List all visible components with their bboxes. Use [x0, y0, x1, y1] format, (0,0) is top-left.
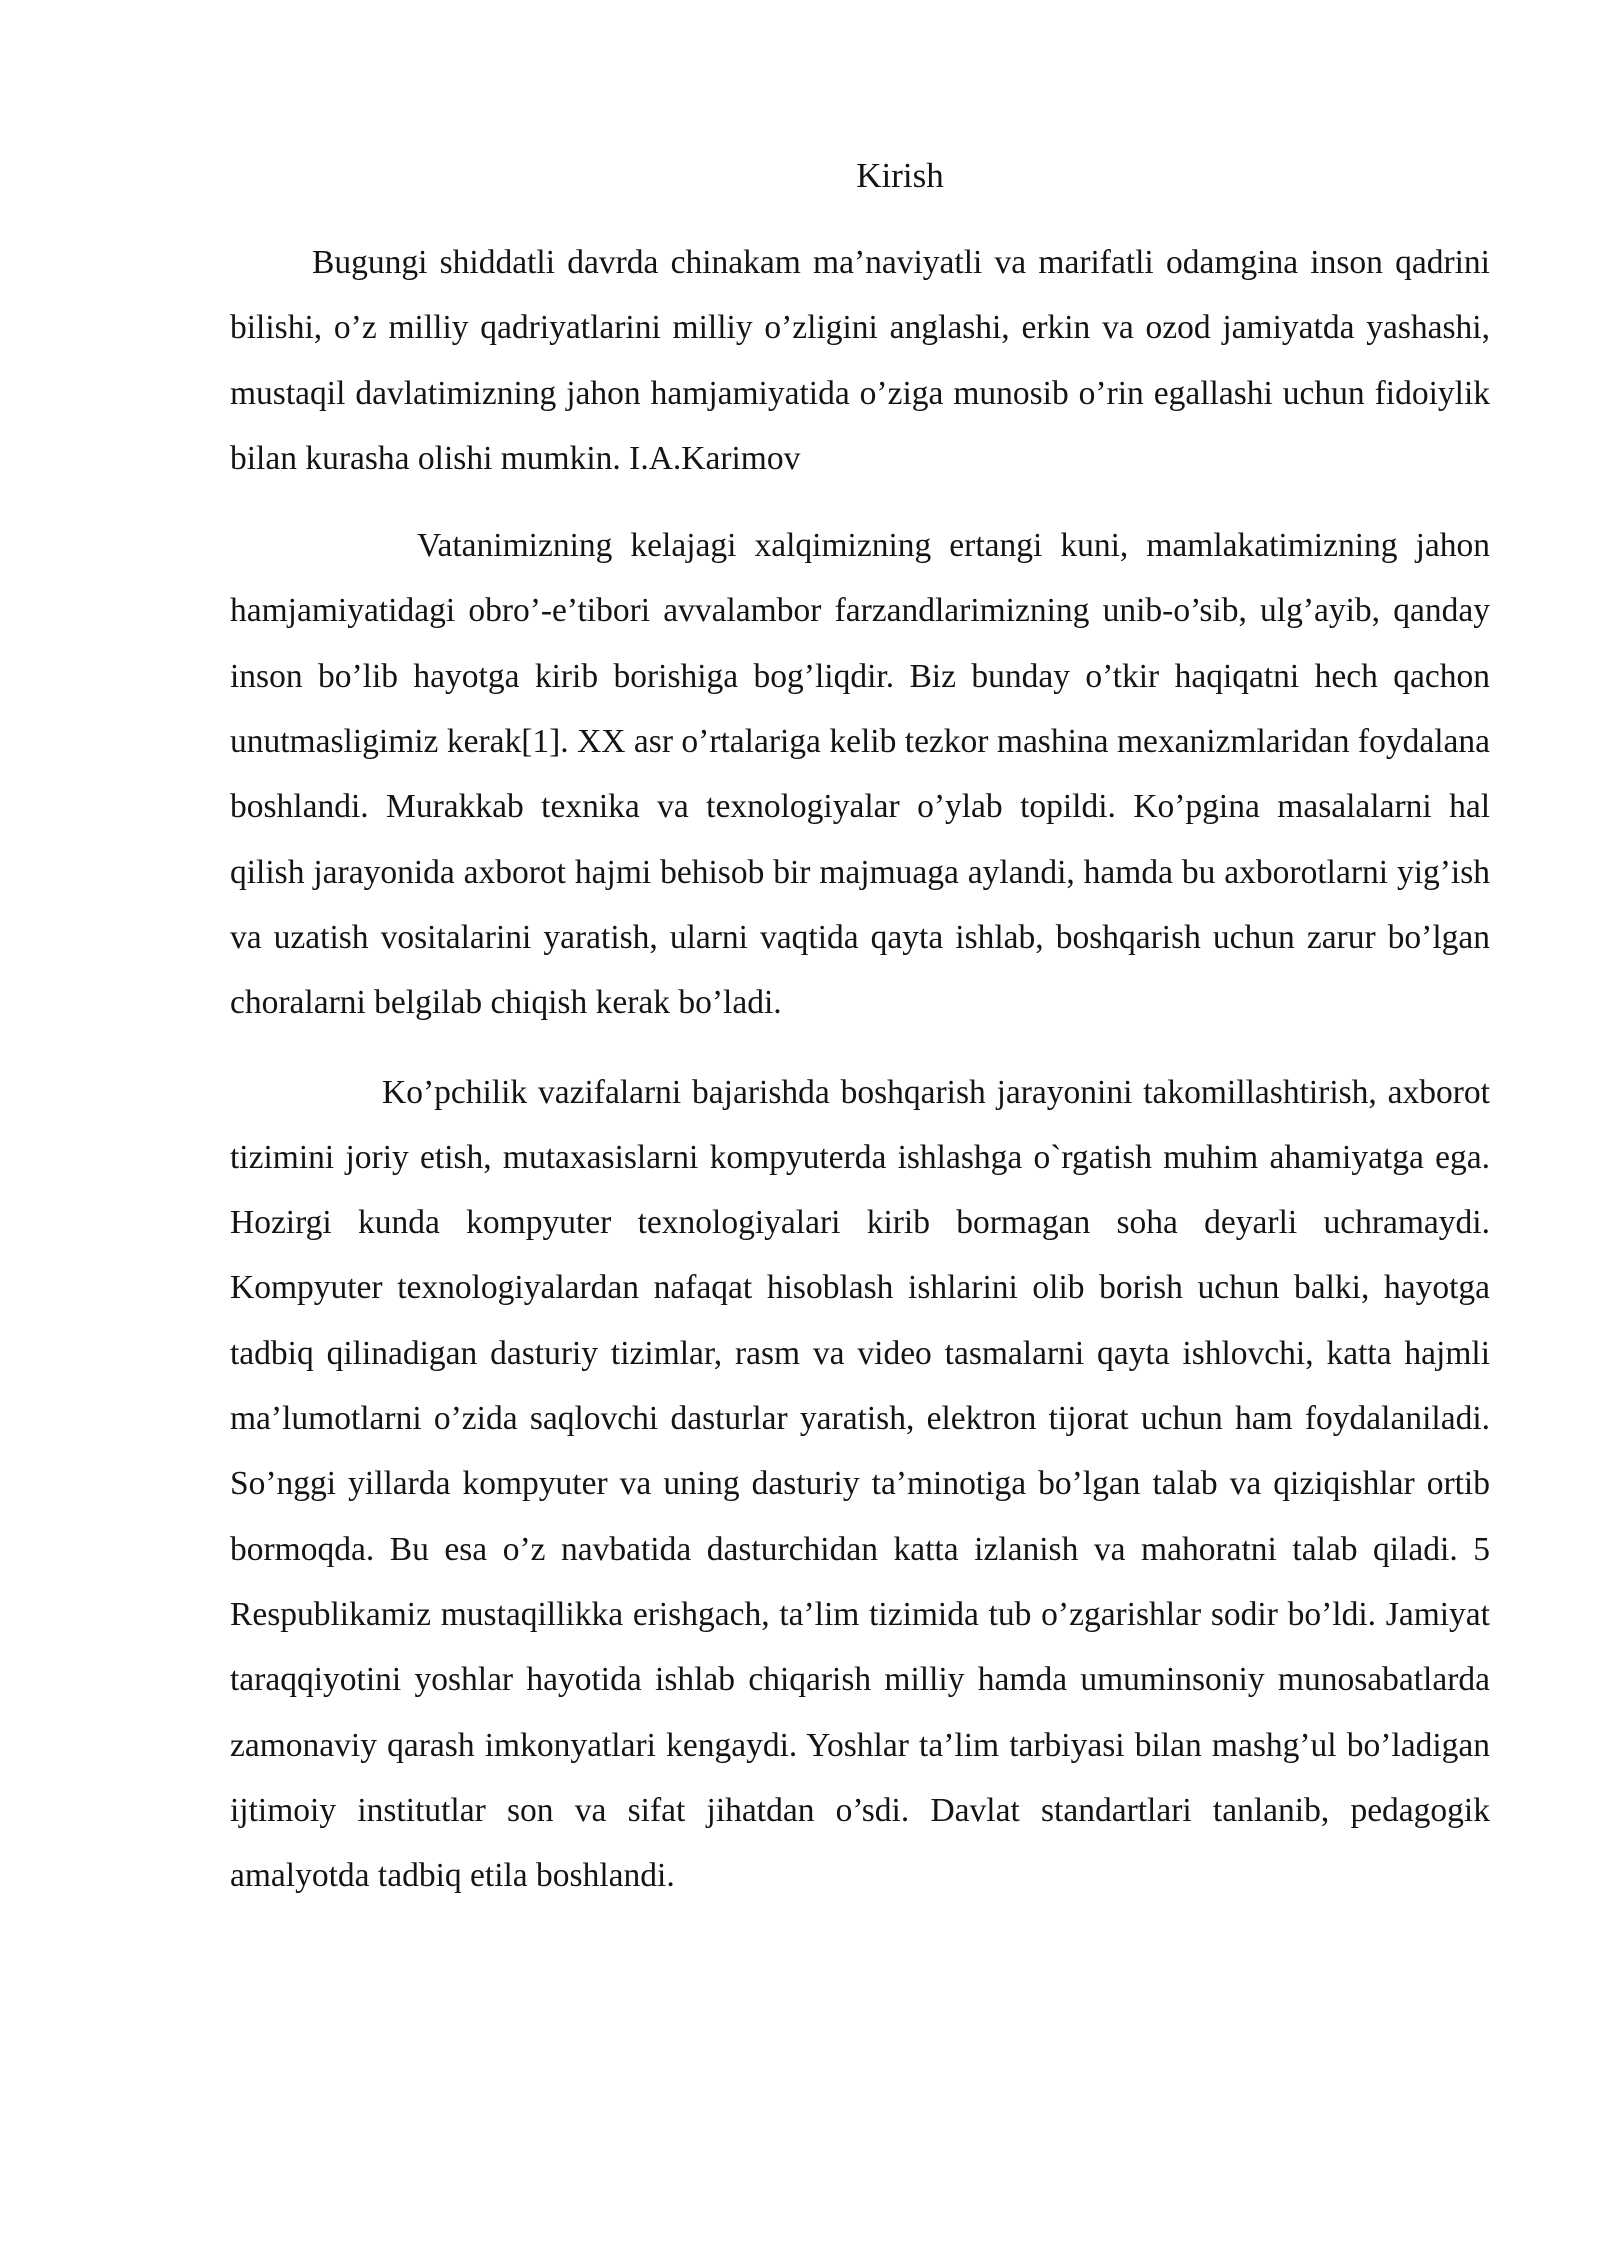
paragraph-future-generation: Vatanimizning kelajagi xalqimizning ertangi kuni, mamlakatimizning jahon hamjamiyatidagi obro’-e’tibori avvalambor farzandlarimizning unib-o’sib, ulg’ayib, qanday inson bo’lib hayotga kirib borishiga bog’liqdir. Biz bunday o’tkir haqiqatni hech qachon unutmasligimiz kerak[1]. XX asr o’rtalariga kelib tezkor mashina mexanizmlaridan foydalana boshlandi. Murakkab texnika va texnologiyalar o’ylab topildi. Ko’pgina masalalarni hal qilish jarayonida axborot hajmi behisob bir majmuaga aylandi, hamda bu axborotlarni yig’ish va uzatish vositalarini yaratish, ularni vaqtida qayta ishlab, boshqarish uchun zarur bo’lgan choralarni belgilab chiqish kerak bo’ladi. — [230, 527, 1490, 1022]
paragraph-computer-technology: Ko’pchilik vazifalarni bajarishda boshqarish jarayonini takomillashtirish, axborot tizimini joriy etish, mutaxasislarni kompyuterda ishlashga o`rgatish muhim ahamiyatga ega. Hozirgi kunda kompyuter texnologiyalari kirib bormagan soha deyarli uchramaydi. Kompyuter texnologiyalardan nafaqat hisoblash ishlarini olib borish uchun balki, hayotga tadbiq qilinadigan dasturiy tizimlar, rasm va video tasmalarni qayta ishlovchi, katta hajmli ma’lumotlarni o’zida saqlovchi dasturlar yaratish, elektron tijorat uchun ham foydalaniladi. So’nggi yillarda kompyuter va uning dasturiy ta’minotiga bo’lgan talab va qiziqishlar ortib bormoqda. Bu esa o’z navbatida dasturchidan katta izlanish va mahoratni talab qiladi. 5 Respublikamiz mustaqillikka erishgach, ta’lim tizimida tub o’zgarishlar sodir bo’ldi. Jamiyat taraqqiyotini yoshlar hayotida ishlab chiqarish milliy hamda umuminsoniy munosabatlarda zamonaviy qarash imkonyatlari kengaydi. Yoshlar ta’lim tarbiyasi bilan mashg’ul bo’ladigan ijtimoiy institutlar son va sifat jihatdan o’sdi. Davlat standartlari tanlanib, pedagogik amalyotda tadbiq etila boshlandi. — [230, 1073, 1490, 1895]
paragraph-intro-quote: Bugungi shiddatli davrda chinakam ma’naviyatli va marifatli odamgina inson qadrini bilishi, o’z milliy qadriyatlarini milliy o’zligini anglashi, erkin va ozod jamiyatda yashashi, mustaqil davlatimizning jahon hamjamiyatida o’ziga munosib o’rin egallashi uchun fidoiylik bilan kurasha olishi mumkin. I.A.Karimov — [230, 244, 1490, 477]
document-page — [230, 140, 1490, 1908]
page-title: Kirish — [856, 156, 944, 195]
